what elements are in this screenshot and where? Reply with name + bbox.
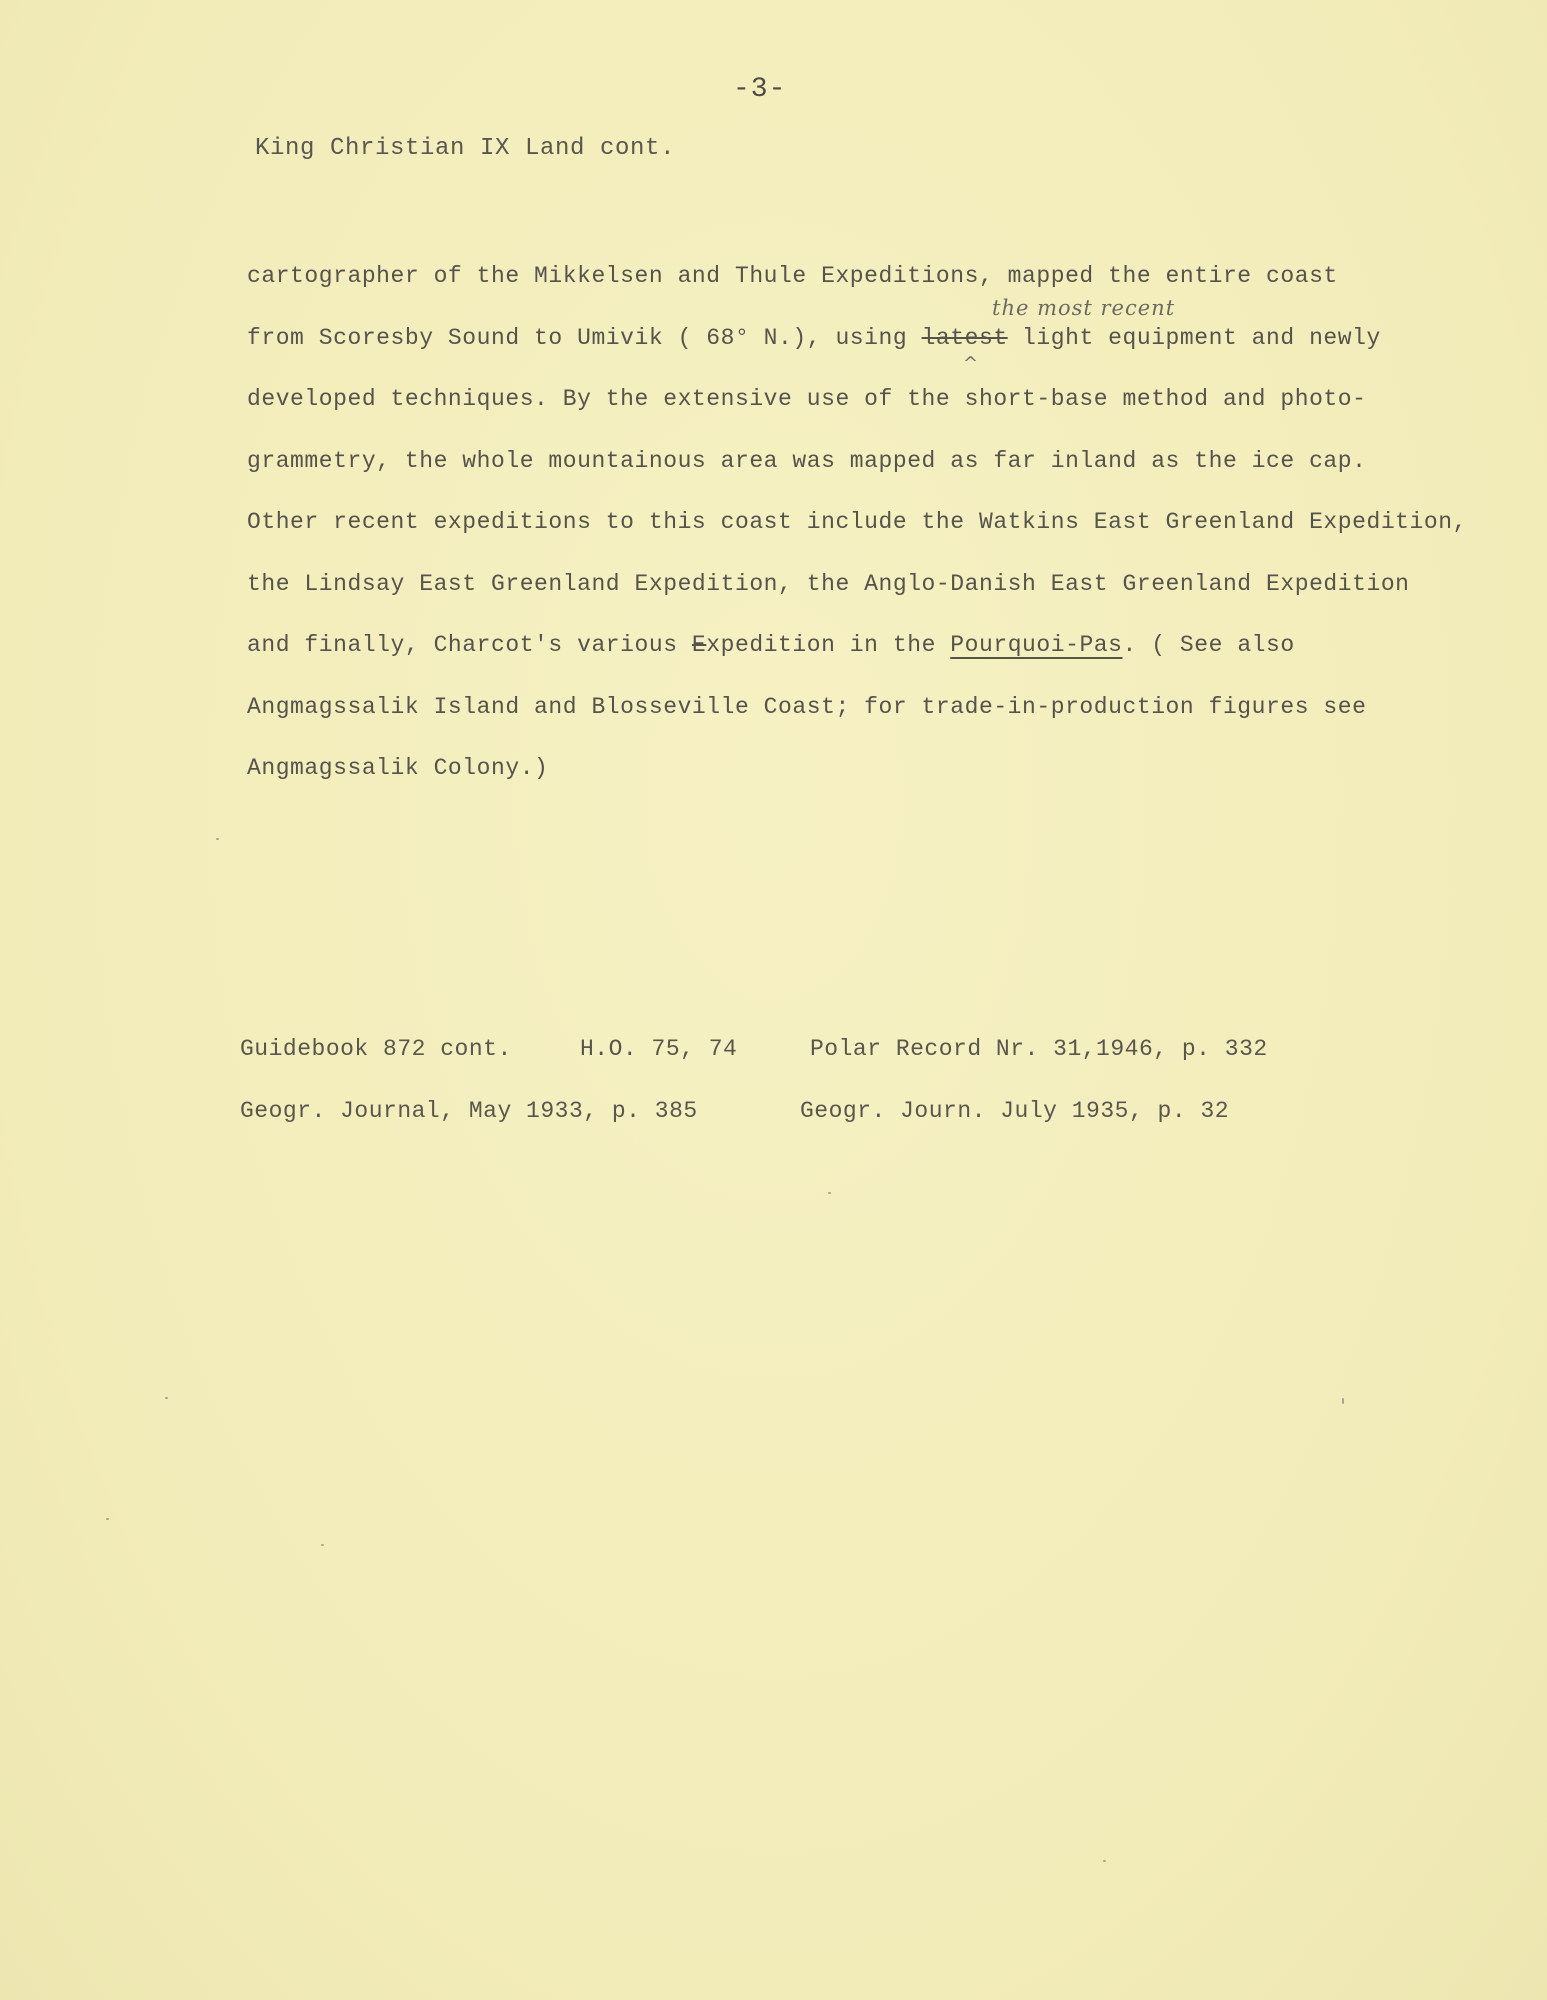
reference-geogr-journal: Geogr. Journal, May 1933, p. 385 — [240, 1098, 698, 1124]
text-line-2-start: from Scoresby Sound to Umivik ( 68° N.), using — [247, 324, 922, 351]
text-line-5: Other recent expeditions to this coast include the Watkins East Greenland Expedition, — [247, 509, 1467, 535]
struck-word: latest — [921, 324, 1008, 351]
page-number: -3- — [733, 74, 787, 105]
insertion-caret-icon: ^ — [963, 352, 979, 374]
paper-speck — [165, 1397, 168, 1399]
section-heading: King Christian IX Land cont. — [255, 135, 676, 162]
text-line-1: cartographer of the Mikkelsen and Thule Expeditions, mapped the entire coast — [247, 263, 1338, 289]
body-paragraph — [247, 260, 1537, 814]
paper-speck — [106, 1518, 109, 1520]
text-line-2 — [247, 295, 1537, 384]
text-line-6: the Lindsay East Greenland Expedition, the Anglo-Danish East Greenland Expedition — [247, 570, 1410, 597]
text-line-4: grammetry, the whole mountainous area was mapped as far inland as the ice cap. — [247, 447, 1367, 474]
text-line-7 — [247, 629, 1537, 691]
text-line-2-end: light equipment and newly — [1007, 324, 1381, 351]
handwritten-insertion: the most recent — [992, 295, 1176, 320]
reference-polar-record: Polar Record Nr. 31,1946, p. 332 — [810, 1036, 1268, 1062]
references — [240, 1033, 1268, 1157]
reference-ho: H.O. 75, 74 — [580, 1036, 738, 1062]
struck-letter: E — [691, 632, 707, 658]
text-line-3: developed techniques. By the extensive use of the short-base method and photo- — [247, 386, 1367, 412]
text-line-7-start: and finally, Charcot's various — [247, 632, 692, 658]
reference-geogr-journ: Geogr. Journ. July 1935, p. 32 — [800, 1098, 1230, 1124]
paper-speck — [321, 1544, 324, 1546]
reference-guidebook: Guidebook 872 cont. — [240, 1036, 512, 1062]
text-line-7-end: . ( See also — [1122, 632, 1295, 658]
text-line-9: Angmagssalik Colony.) — [247, 755, 549, 781]
text-line-7-middle: xpedition in the — [706, 632, 951, 658]
paper-speck — [828, 1192, 831, 1194]
paper-speck — [1103, 1860, 1106, 1862]
paper-speck — [1342, 1398, 1344, 1404]
ship-name: Pourquoi-Pas — [950, 632, 1123, 658]
text-line-8: Angmagssalik Island and Blosseville Coast; for trade-in-production figures see — [247, 693, 1367, 720]
paper-speck — [216, 838, 219, 840]
reference-row-2 — [240, 1095, 1268, 1157]
reference-row-1 — [240, 1033, 1268, 1095]
